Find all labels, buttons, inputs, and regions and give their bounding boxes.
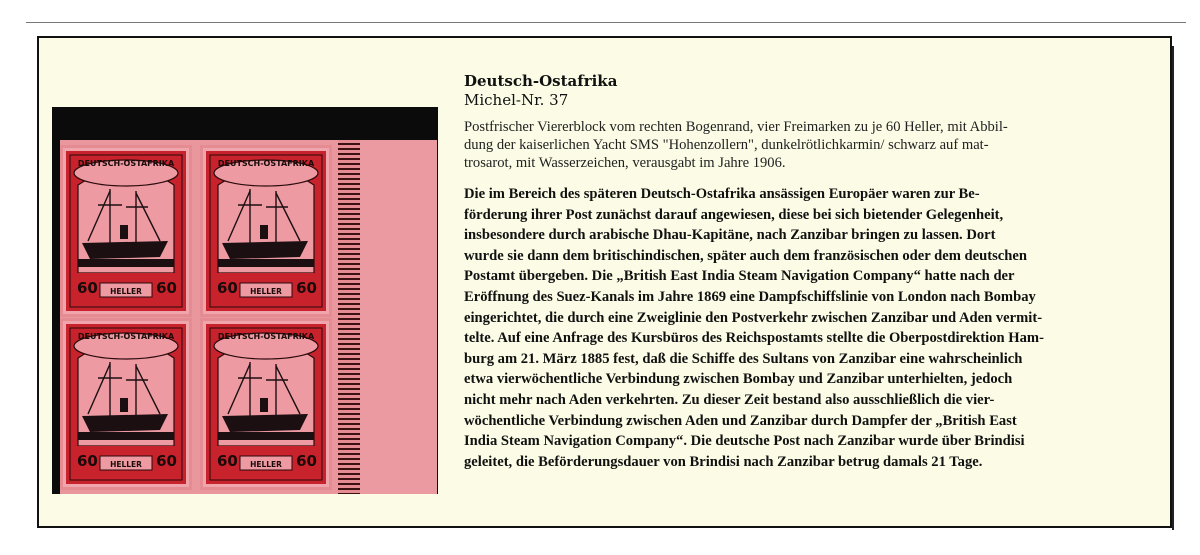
perforation-strip (338, 140, 360, 494)
stamp-country-label: DEUTSCH-OSTAFRIKA (77, 159, 175, 168)
stamp-value-left: 60 (217, 452, 238, 470)
stamp-value-left: 60 (77, 279, 98, 297)
stamp-value-right: 60 (296, 279, 317, 297)
stamp-description: Postfrischer Viererblock vom rechten Bogenrand, vier Freimarken zu je 60 Heller, mit Abbil- dung der kaiserlichen Yacht SMS "Hohenzollern", dunkelrötlichkarmin/ schwarz auf mat- trosarot, mit Wasserzeichen, verausgabt im Jahre 1906. (464, 119, 1008, 171)
stamp-currency-label: HELLER (110, 460, 142, 469)
stamp-60-heller (60, 145, 192, 317)
stamp-60-heller (60, 318, 192, 490)
stamp-currency-label: HELLER (250, 287, 282, 296)
stamp-country-label: DEUTSCH-OSTAFRIKA (217, 159, 315, 168)
stamp-value-right: 60 (156, 279, 177, 297)
catalog-number: Michel-Nr. 37 (464, 91, 569, 109)
stamp-value-right: 60 (156, 452, 177, 470)
stamp-60-heller (200, 318, 332, 490)
stamp-value-right: 60 (296, 452, 317, 470)
stamp-currency-label: HELLER (110, 287, 142, 296)
top-rule (26, 22, 1186, 23)
stamp-value-left: 60 (217, 279, 238, 297)
stamp-country-label: DEUTSCH-OSTAFRIKA (217, 332, 315, 341)
stamp-country-label: DEUTSCH-OSTAFRIKA (77, 332, 175, 341)
stamp-value-left: 60 (77, 452, 98, 470)
stamp-60-heller (200, 145, 332, 317)
postal-history-text: Die im Bereich des späteren Deutsch-Ostafrika ansässigen Europäer waren zur Be- förderung ihrer Post zunächst darauf angewiesen, diese bei sich bietender Gelegenheit, insbesondere durch arabische Dhau-Kapitäne, nach Zanzibar bringen zu lassen. Dort wurde sie dann dem britischindischen, später auch dem französischen oder dem deutschen Postamt übergeben. Die „British East India Steam Navigation Company“ hatte nach der Eröffnung des Suez-Kanals im Jahre 1869 eine Dampfschiffslinie von London nach Bombay eingerichtet, die durch eine Zweiglinie den Postverkehr zwischen Zanzibar und Aden vermit- telte. Auf eine Anfrage des Kursbüros des Reichspostamts stellte die Oberpostdirektion Ham- burg am 21. März 1885 fest, daß die Schiffe des Sultans von Zanzibar eine wahrscheinlich etwa vierwöchentliche Verbindung zwischen Bombay und Zanzibar unterhielten, jedoch nicht mehr nach Aden verkehrten. Zu dieser Zeit bestand also ausschließlich die vier- wöchentliche Verbindung zwischen Aden und Zanzibar durch Dampfer der „British East India Steam Navigation Company“. Die deutsche Post nach Zanzibar wurde über Brindisi geleitet, die Beförderungsdauer von Brindisi nach Zanzibar betrug damals 21 Tage. (464, 186, 1044, 470)
stamp-currency-label: HELLER (250, 460, 282, 469)
sheet-right-margin (357, 140, 437, 494)
panel-shadow (1172, 46, 1174, 530)
stamp-title: Deutsch-Ostafrika (464, 72, 618, 90)
text-column (464, 72, 1119, 472)
